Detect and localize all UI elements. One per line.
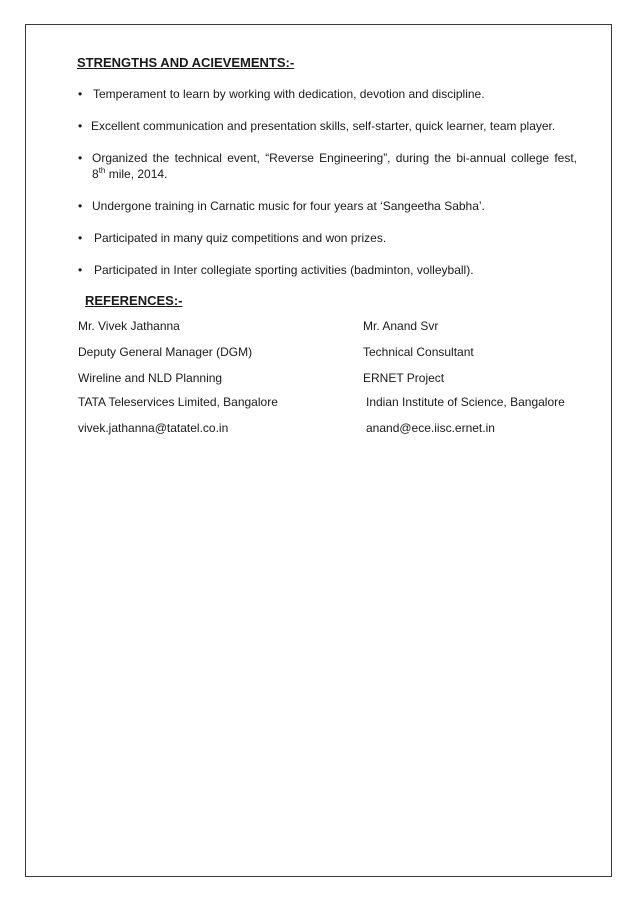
reference-left-email: vivek.jathanna@tatatel.co.in (78, 421, 229, 435)
bullet-icon: • (78, 87, 83, 101)
reference-right-name: Mr. Anand Svr (363, 319, 439, 333)
bullet-icon: • (78, 151, 83, 165)
reference-right-organization: Indian Institute of Science, Bangalore (366, 395, 565, 409)
list-item-text: Excellent communication and presentation skills, self-starter, quick learner, team player. (91, 119, 556, 133)
reference-left-title: Deputy General Manager (DGM) (78, 345, 253, 359)
bullet-icon: • (78, 119, 83, 133)
list-item-text: Undergone training in Carnatic music for four years at ‘Sangeetha Sabha’. (92, 199, 485, 213)
list-item-text: Organized the technical event, “Reverse Engineering”, during the bi-annual college fest, (92, 151, 577, 165)
list-item-text-continued: 8th mile, 2014. (92, 166, 168, 181)
list-item-text: Temperament to learn by working with dedication, devotion and discipline. (93, 87, 485, 101)
reference-right-title: Technical Consultant (363, 345, 474, 359)
strengths-heading: STRENGTHS AND ACIEVEMENTS:- (77, 55, 295, 70)
reference-right-email: anand@ece.iisc.ernet.in (366, 421, 495, 435)
bullet-icon: • (78, 263, 83, 277)
reference-left-name: Mr. Vivek Jathanna (78, 319, 180, 333)
list-item-text: Participated in Inter collegiate sporting activities (badminton, volleyball). (94, 263, 474, 277)
bullet-icon: • (78, 231, 83, 245)
list-item-text: Participated in many quiz competitions and won prizes. (94, 231, 387, 245)
references-heading: REFERENCES:- (85, 293, 183, 308)
reference-left-department: Wireline and NLD Planning (78, 371, 223, 385)
bullet-icon: • (78, 199, 83, 213)
reference-right-department: ERNET Project (363, 371, 445, 385)
reference-left-organization: TATA Teleservices Limited, Bangalore (78, 395, 278, 409)
